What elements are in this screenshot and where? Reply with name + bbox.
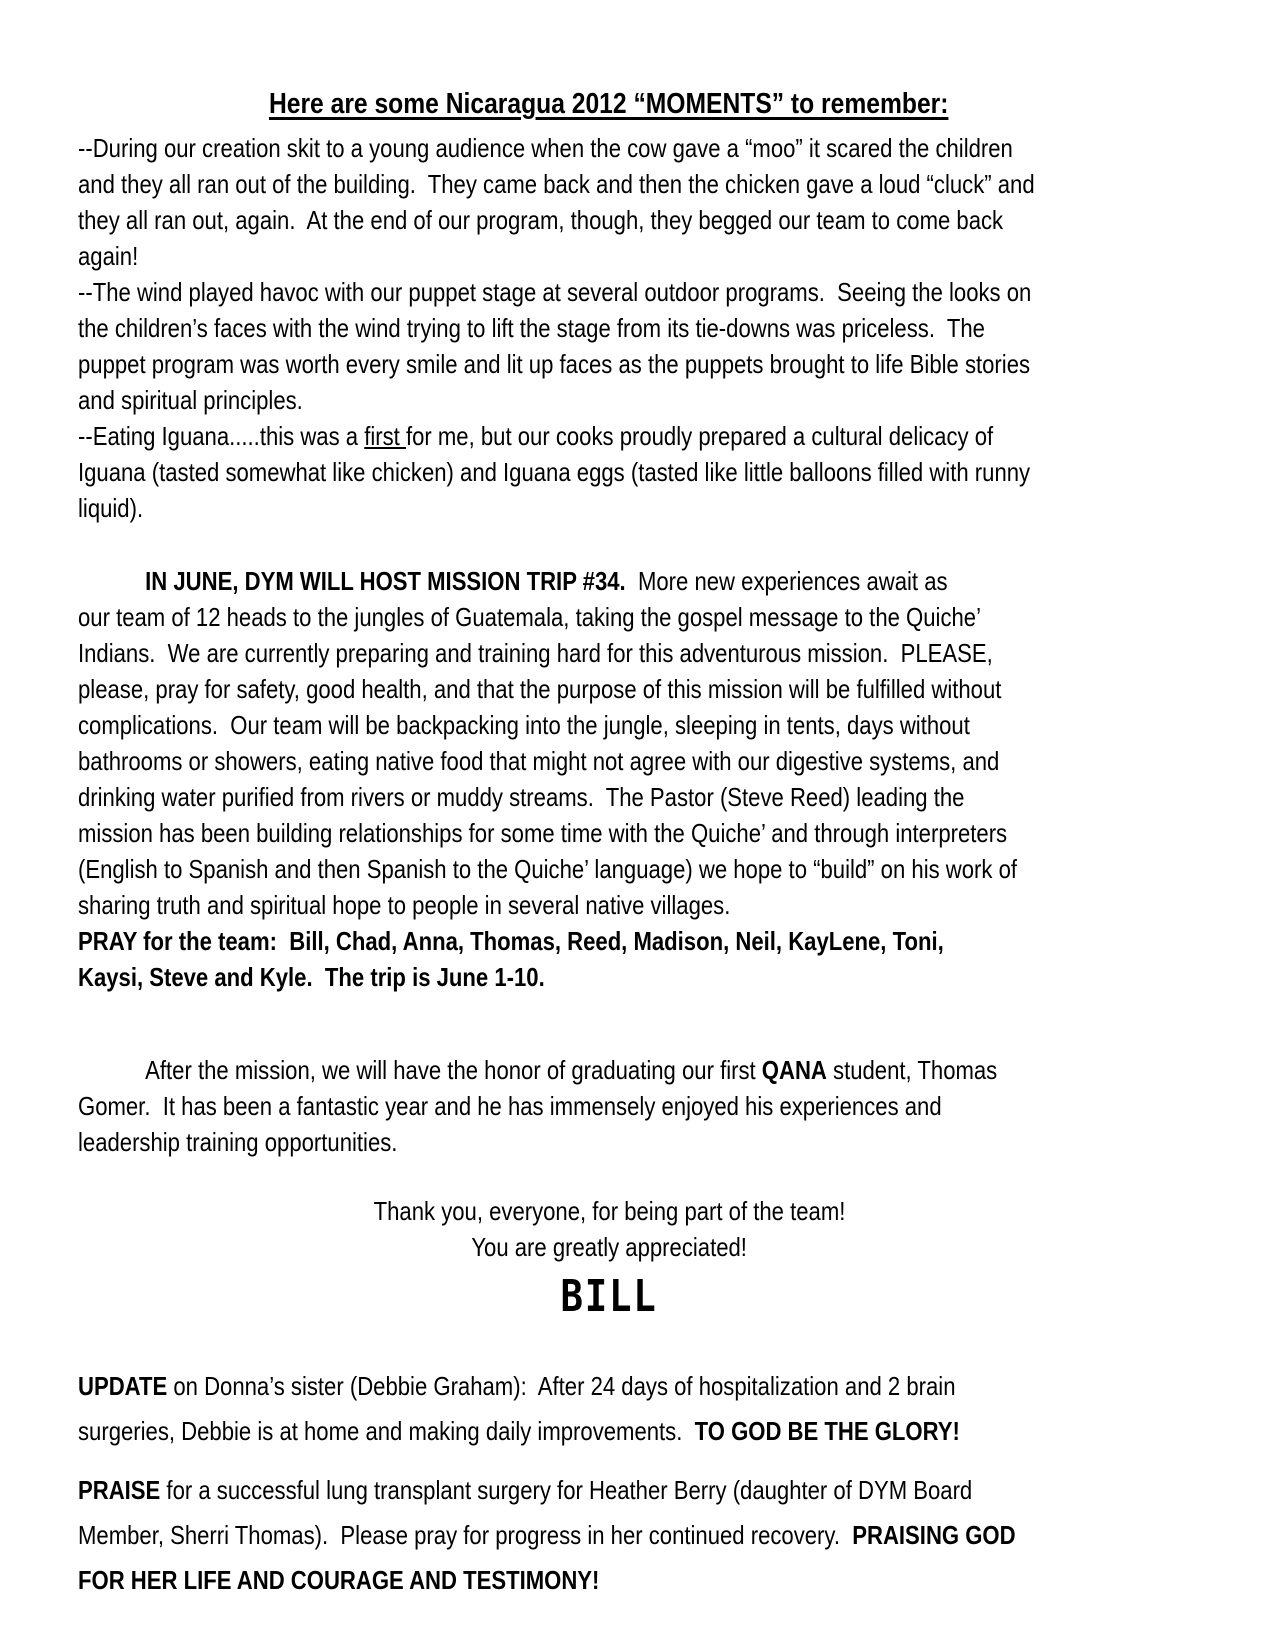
text-line: [78, 923, 1140, 959]
moment-wind-puppets: [78, 274, 1140, 418]
text-run: BILL: [560, 1271, 658, 1322]
text-run: bathrooms or showers, eating native food that might not agree with our digestive systems, and: [78, 746, 1000, 776]
text-run: PRAISING GOD: [852, 1520, 1016, 1550]
text-run: (English to Spanish and then Spanish to the Quiche’ language) we hope to “build” on his work of: [78, 854, 1018, 884]
text-run: QANA: [761, 1055, 827, 1085]
text-line: [78, 1364, 1140, 1409]
text-run: on Donna’s sister (Debbie Graham): After 24 days of hospitalization and 2 brain: [167, 1371, 956, 1401]
text-run: leadership training opportunities.: [78, 1127, 398, 1157]
text-run: --The wind played havoc with our puppet stage at several outdoor programs. Seeing the looks on: [78, 277, 1032, 307]
text-run: PRAISE: [78, 1475, 161, 1505]
text-line: [78, 1229, 1140, 1265]
moment-eating-iguana: [78, 418, 1140, 526]
text-run: please, pray for safety, good health, and that the purpose of this mission will be fulfilled without: [78, 674, 1002, 704]
text-run: mission has been building relationships for some time with the Quiche’ and through interpreters: [78, 818, 1008, 848]
signature-bill: [78, 1273, 1140, 1321]
text-run: for a successful lung transplant surgery for Heather Berry (daughter of DYM Board: [160, 1475, 973, 1505]
text-run: and spiritual principles.: [78, 385, 303, 415]
text-line: [78, 1052, 1140, 1088]
mission-trip-paragraph: [78, 563, 1140, 923]
qana-graduation-paragraph: [78, 1052, 1140, 1160]
praise-heather-paragraph: [78, 1468, 1140, 1603]
pray-team-paragraph: [78, 923, 1140, 995]
text-line: [78, 1513, 1140, 1558]
text-line: [78, 382, 1140, 418]
text-run: More new experiences await as: [625, 566, 948, 596]
text-run: UPDATE: [78, 1371, 168, 1401]
text-run: first: [364, 421, 406, 451]
text-run: Thank you, everyone, for being part of the team!: [373, 1196, 845, 1226]
text-run: TO GOD BE THE GLORY!: [694, 1416, 960, 1446]
text-line: [78, 238, 1140, 274]
text-run: PRAY for the team: Bill, Chad, Anna, Thomas, Reed, Madison, Neil, KayLene, Toni,: [78, 926, 944, 956]
text-run: --During our creation skit to a young audience when the cow gave a “moo” it scared the children: [78, 133, 1013, 163]
text-line: [78, 130, 1140, 166]
text-line: [78, 1124, 1140, 1160]
text-run: Gomer. It has been a fantastic year and he has immensely enjoyed his experiences and: [78, 1091, 942, 1121]
text-run: student, Thomas: [826, 1055, 998, 1085]
text-line: [78, 887, 1140, 923]
text-run: FOR HER LIFE AND COURAGE AND TESTIMONY!: [78, 1565, 600, 1595]
text-line: [78, 563, 1140, 599]
text-run: --Eating Iguana.....this was a: [78, 421, 365, 451]
text-run: drinking water purified from rivers or muddy streams. The Pastor (Steve Reed) leading the: [78, 782, 965, 812]
text-run: After the mission, we will have the honor of graduating our first: [145, 1055, 762, 1085]
text-line: [78, 490, 1140, 526]
text-line: [78, 1273, 1140, 1321]
text-line: [78, 779, 1140, 815]
text-line: [78, 1558, 1140, 1603]
text-run: and they all ran out of the building. They came back and then the chicken gave a loud “cluck” and: [78, 169, 1035, 199]
closing-thanks: [78, 1193, 1140, 1265]
text-run: surgeries, Debbie is at home and making daily improvements.: [78, 1416, 695, 1446]
text-run: they all ran out, again. At the end of our program, though, they begged our team to come back: [78, 205, 1004, 235]
text-run: IN JUNE, DYM WILL HOST MISSION TRIP #34.: [145, 566, 626, 596]
text-line: [78, 1088, 1140, 1124]
text-line: [78, 1409, 1140, 1454]
text-run: our team of 12 heads to the jungles of Guatemala, taking the gospel message to the Quiche’: [78, 602, 981, 632]
moment-cow-skit: [78, 130, 1140, 274]
text-run: liquid).: [78, 493, 144, 523]
text-run: Iguana (tasted somewhat like chicken) and Iguana eggs (tasted like little balloons filled with runny: [78, 457, 1031, 487]
text-line: [78, 274, 1140, 310]
text-line: [78, 599, 1140, 635]
text-line: [78, 707, 1140, 743]
text-run: Member, Sherri Thomas). Please pray for progress in her continued recovery.: [78, 1520, 853, 1550]
text-run: Indians. We are currently preparing and training hard for this adventurous mission. PLEASE,: [78, 638, 993, 668]
text-line: [78, 346, 1140, 382]
text-line: [78, 418, 1140, 454]
text-line: [78, 743, 1140, 779]
text-line: [78, 959, 1140, 995]
text-run: Kaysi, Steve and Kyle. The trip is June 1-10.: [78, 962, 545, 992]
text-line: [78, 815, 1140, 851]
moments-heading: [78, 84, 1140, 124]
text-run: complications. Our team will be backpacking into the jungle, sleeping in tents, days without: [78, 710, 970, 740]
text-run: Here are some Nicaragua 2012 “MOMENTS” to remember:: [269, 88, 949, 120]
document-content: [78, 84, 1140, 1603]
text-run: puppet program was worth every smile and lit up faces as the puppets brought to life Bible stories: [78, 349, 1031, 379]
text-line: [78, 851, 1140, 887]
text-line: [78, 166, 1140, 202]
text-line: [78, 84, 1140, 124]
text-run: again!: [78, 241, 139, 271]
text-run: for me, but our cooks proudly prepared a cultural delicacy of: [405, 421, 994, 451]
update-debbie-paragraph: [78, 1364, 1140, 1454]
text-line: [78, 202, 1140, 238]
text-line: [78, 1193, 1140, 1229]
text-line: [78, 671, 1140, 707]
text-run: You are greatly appreciated!: [471, 1232, 747, 1262]
text-run: the children’s faces with the wind trying to lift the stage from its tie-downs was priceless. The: [78, 313, 985, 343]
text-line: [78, 635, 1140, 671]
text-line: [78, 1468, 1140, 1513]
text-line: [78, 454, 1140, 490]
text-line: [78, 310, 1140, 346]
text-run: sharing truth and spiritual hope to people in several native villages.: [78, 890, 731, 920]
